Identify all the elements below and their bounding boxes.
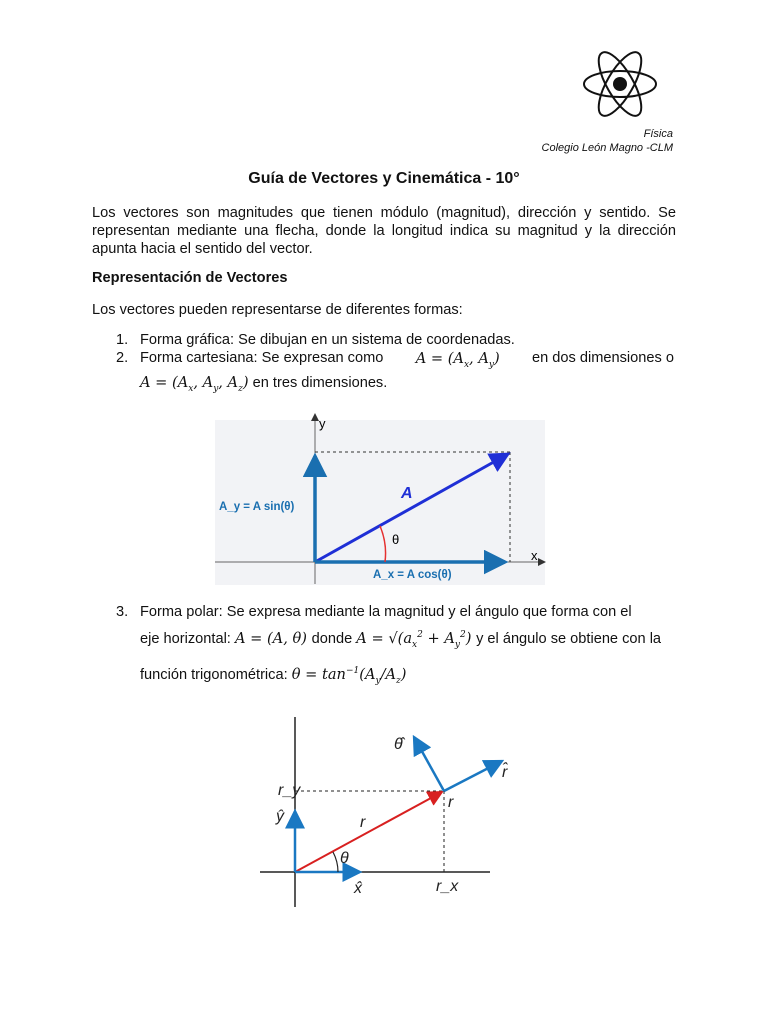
xhat-label: x̂	[354, 880, 362, 897]
r-vector	[295, 792, 442, 872]
ay-label: A_y = A sin(θ)	[219, 501, 295, 513]
list-text: donde	[311, 631, 353, 647]
list-text: y el ángulo se obtiene con la	[476, 631, 662, 647]
theta-label: θ	[340, 850, 349, 867]
magnitude-formula: $A = √(a_x^2 + A_y^2)$	[356, 630, 477, 650]
vector-label: A	[401, 485, 413, 502]
cartesian-2d-formula: $A = (A_x$, $A_y$)	[415, 350, 500, 370]
list-number: 2.	[116, 350, 129, 366]
list-text: Forma cartesiana: Se expresan como	[140, 350, 384, 366]
r-label: r	[360, 814, 366, 831]
angle-label: θ	[392, 532, 400, 547]
cartesian-3d-formula: $A = (A_x$, $A_y$, $A_z$)	[140, 374, 249, 394]
section-heading: Representación de Vectores	[92, 270, 288, 286]
x-axis-label: x	[531, 548, 538, 563]
list-text: en tres dimensiones.	[252, 375, 388, 391]
header-school: Colegio León Magno -CLM	[541, 142, 673, 154]
list-item-continuation	[140, 374, 674, 394]
list-text: Forma gráfica: Se dibujan en un sistema de coordenadas.	[140, 332, 515, 348]
atom-logo-icon	[580, 48, 660, 120]
list-item-continuation	[140, 630, 674, 650]
header-subject: Física	[643, 128, 673, 140]
figure-polar	[258, 715, 528, 915]
rvec-label: r	[448, 794, 454, 811]
list-item	[116, 350, 674, 370]
section-intro: Los vectores pueden representarse de diferentes formas:	[92, 302, 463, 318]
polar-formula: A = (A, θ)	[234, 630, 312, 647]
rhat-label: r̂	[502, 764, 508, 781]
angle-arc	[333, 852, 338, 872]
list-item	[116, 332, 674, 348]
figure-cartesian	[215, 412, 555, 592]
list-number: 1.	[116, 332, 129, 348]
list-item	[116, 604, 674, 620]
rhat-vector	[444, 761, 502, 791]
list-item-continuation	[140, 666, 674, 686]
ax-label: A_x = A cos(θ)	[373, 569, 452, 581]
list-text: eje horizontal:	[140, 631, 231, 647]
yhat-label: ŷ	[276, 808, 284, 825]
page-title: Guía de Vectores y Cinemática - 10°	[248, 170, 520, 187]
angle-formula: $\theta = \tan^{-1}(A_y/A_z)$	[291, 666, 407, 686]
list-number: 3.	[116, 604, 129, 620]
list-text: en dos dimensiones o	[532, 350, 674, 366]
intro-paragraph: Los vectores son magnitudes que tienen módulo (magnitud), dirección y sentido. Se representan mediante una flecha, donde la longitud indica su magnitud y la dirección apunta hacia el sentido del vector.	[92, 205, 676, 257]
list-text: Forma polar: Se expresa mediante la magnitud y el ángulo que forma con el	[140, 604, 632, 620]
thetahat-label: θ̂	[394, 736, 403, 753]
y-axis-label: y	[319, 416, 326, 431]
rx-label: r_x	[436, 878, 459, 895]
thetahat-vector	[414, 737, 444, 791]
ry-label: r_y	[278, 782, 301, 799]
list-text: función trigonométrica:	[140, 667, 288, 683]
